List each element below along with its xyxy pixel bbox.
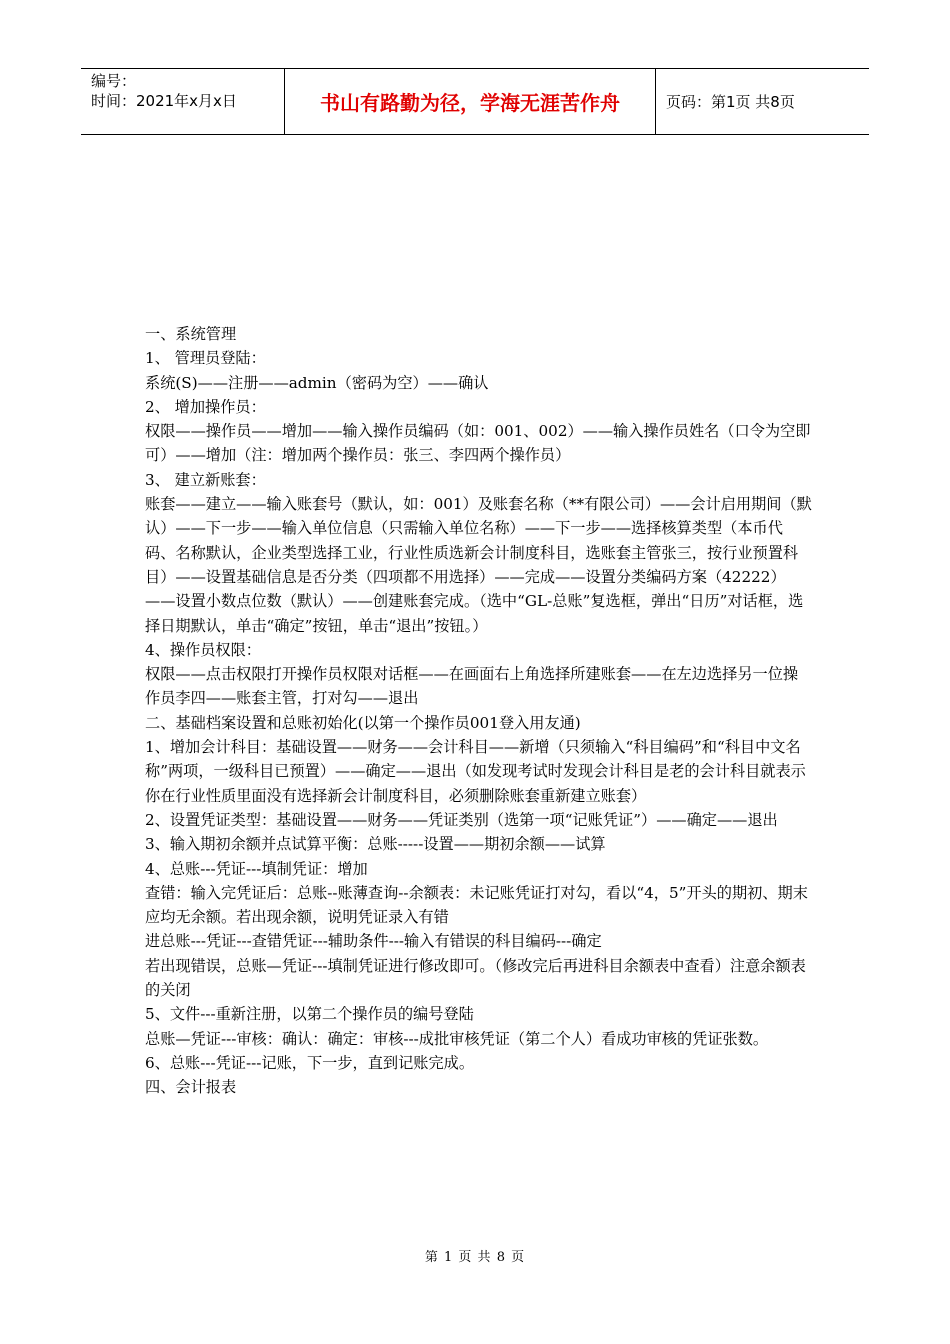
paragraph: 3、输入期初余额并点试算平衡：总账-----设置——期初余额——试算 — [145, 835, 606, 854]
header-page-info: 页码：第1页 共8页 — [666, 93, 795, 111]
header-motto: 书山有路勤为径，学海无涯苦作舟 — [284, 69, 656, 134]
paragraph: 二、基础档案设置和总账初始化(以第一个操作员001登入用友通) — [145, 713, 581, 732]
header-meta — [81, 69, 284, 134]
paragraph: 6、总账---凭证---记账，下一步，直到记账完成。 — [145, 1053, 475, 1072]
paragraph: 2、设置凭证类型：基础设置——财务——凭证类别（选第一项“记账凭证”）——确定——退出 — [145, 810, 778, 829]
document-number-label: 编号： — [91, 72, 137, 90]
paragraph: 总账—凭证---审核：确认：确定：审核---成批审核凭证（第二个人）看成功审核的凭证张数。 — [145, 1029, 769, 1048]
paragraph: 一、系统管理 — [145, 325, 237, 343]
paragraph: 2、 增加操作员： — [145, 397, 266, 416]
paragraph: 账套——建立——输入账套号（默认，如：001）及账套名称（**有限公司）——会计启用期间（默认）——下一步——输入单位信息（只需输入单位名称）——下一步——选择核算类型（本币代码、名称默认，企业类型选择工业，行业性质选新会计制度科目，选账套主管张三，按行业预置科目）——设置基础信息是否分类（四项都不用选择）——完成——设置分类编码方案（42222）——设置小数点位数（默认）——创建账套完成。（选中“GL-总账”复选框，弹出“日历”对话框，选择日期默认，单击“确定”按钮，单击“退出”按钮。） — [145, 495, 812, 635]
paragraph: 若出现错误，总账—凭证---填制凭证进行修改即可。（修改完后再进科目余额表中查看）注意余额表的关闭 — [145, 956, 806, 1000]
document-body — [145, 322, 813, 1100]
paragraph: 1、 管理员登陆： — [145, 349, 266, 368]
paragraph: 四、会计报表 — [145, 1078, 237, 1097]
document-time-label: 时间：2021年x月x日 — [91, 92, 237, 110]
paragraph: 权限——操作员——增加——输入操作员编码（如：001、002）——输入操作员姓名（口令为空即可）——增加（注：增加两个操作员：张三、李四两个操作员） — [145, 422, 811, 465]
paragraph: 1、增加会计科目：基础设置——财务——会计科目——新增（只须输入“科目编码”和“科目中文名称”两项，一级科目已预置）——确定——退出（如发现考试时发现会计科目是老的会计科目就表示你在行业性质里面没有选择新会计制度科目，必须删除账套重新建立账套） — [145, 738, 806, 805]
paragraph: 3、 建立新账套： — [145, 470, 266, 489]
paragraph: 权限——点击权限打开操作员权限对话框——在画面右上角选择所建账套——在左边选择另一位操作员李四——账套主管，打对勾——退出 — [145, 665, 799, 708]
paragraph: 4、操作员权限： — [145, 640, 261, 659]
paragraph: 进总账---凭证---查错凭证---辅助条件---输入有错误的科目编码---确定 — [145, 932, 602, 951]
paragraph: 系统(S)——注册——admin（密码为空）——确认 — [145, 373, 489, 392]
paragraph: 5、文件---重新注册，以第二个操作员的编号登陆 — [145, 1005, 474, 1024]
page-header — [81, 68, 869, 135]
paragraph: 4、总账---凭证---填制凭证：增加 — [145, 859, 368, 878]
page-footer: 第 1 页 共 8 页 — [424, 1250, 526, 1265]
paragraph: 查错：输入完凭证后：总账--账薄查询--余额表：未记账凭证打对勾，看以“4，5”开头的期初、期末应均无余额。若出现余额，说明凭证录入有错 — [145, 883, 808, 927]
